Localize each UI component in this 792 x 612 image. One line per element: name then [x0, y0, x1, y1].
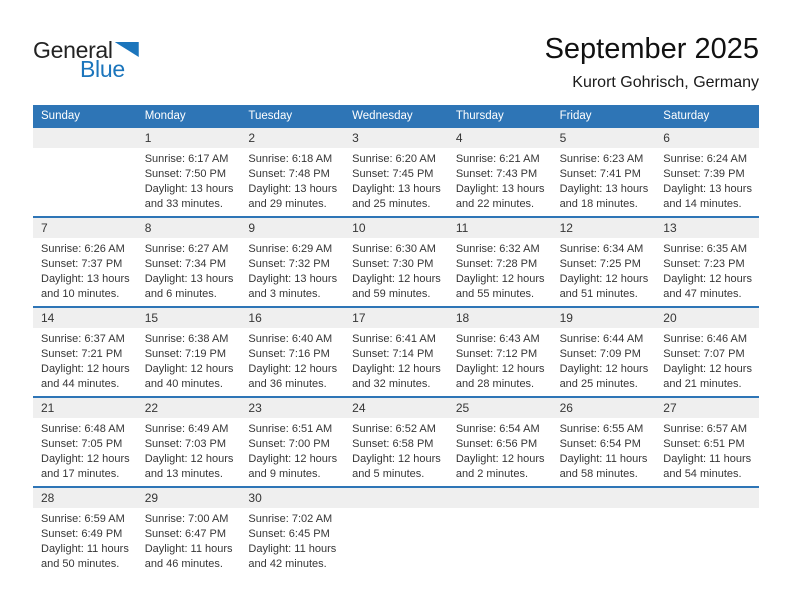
daylight-line-2: and 33 minutes. [144, 198, 223, 210]
day-details [448, 238, 552, 306]
day-details [655, 508, 759, 576]
sunset-line: Sunset: 7:09 PM [559, 348, 641, 360]
daylight-line: Daylight: 12 hours [455, 363, 545, 375]
day-details [552, 328, 656, 396]
weekday-header-monday: Monday [144, 109, 186, 122]
daylight-line-2: and 44 minutes. [41, 378, 120, 390]
daylight-line: Daylight: 12 hours [352, 273, 441, 285]
sunset-line: Sunset: 6:51 PM [663, 438, 745, 450]
daylight-line-2: and 36 minutes. [248, 378, 327, 390]
daylight-line-2: and 18 minutes. [559, 198, 638, 210]
day-details [240, 238, 344, 306]
sunrise-line: Sunrise: 6:27 AM [144, 243, 229, 255]
logo-text-general: General [33, 37, 113, 63]
sunrise-line: Sunrise: 6:41 AM [352, 333, 436, 345]
daylight-line: Daylight: 13 hours [248, 183, 338, 195]
daylight-line: Daylight: 12 hours [41, 363, 130, 375]
sunset-line: Sunset: 7:50 PM [144, 168, 227, 180]
date-number [552, 488, 656, 508]
daylight-line-2: and 13 minutes. [144, 468, 223, 480]
sunrise-line: Sunrise: 6:17 AM [144, 153, 229, 165]
daylight-line: Daylight: 11 hours [248, 543, 337, 555]
date-band [33, 398, 759, 418]
date-number: 6 [663, 131, 670, 145]
day-details [137, 328, 241, 396]
sunset-line: Sunset: 7:45 PM [352, 168, 434, 180]
day-details [552, 238, 656, 306]
daylight-line-2: and 58 minutes. [559, 468, 638, 480]
page-title: September 2025 [544, 33, 759, 65]
date-number: 1 [144, 131, 152, 145]
sunset-line: Sunset: 7:21 PM [41, 348, 123, 360]
location-subtitle: Kurort Gohrisch, Germany [572, 73, 759, 91]
daylight-line-2: and 42 minutes. [248, 558, 327, 570]
day-details [655, 148, 759, 216]
date-number: 26 [559, 401, 573, 415]
sunrise-line: Sunrise: 6:44 AM [559, 333, 644, 345]
date-number: 21 [41, 401, 55, 415]
daylight-line: Daylight: 11 hours [144, 543, 233, 555]
date-number: 19 [559, 311, 573, 325]
day-details [33, 418, 137, 486]
sunrise-line: Sunrise: 6:38 AM [144, 333, 229, 345]
weekday-header-sunday: Sunday [41, 109, 81, 122]
daylight-line: Daylight: 11 hours [41, 543, 129, 555]
date-number: 16 [248, 311, 262, 325]
daylight-line: Daylight: 12 hours [352, 363, 441, 375]
sunrise-line: Sunrise: 6:21 AM [455, 153, 540, 165]
calendar-table [33, 105, 759, 576]
details-band [33, 238, 759, 306]
day-details [240, 508, 344, 576]
date-number: 9 [248, 221, 256, 235]
date-number [655, 488, 759, 508]
daylight-line-2: and 2 minutes. [455, 468, 528, 480]
date-number: 10 [352, 221, 366, 235]
sunrise-line: Sunrise: 6:18 AM [248, 153, 333, 165]
date-number: 14 [41, 311, 55, 325]
sunset-line: Sunset: 7:28 PM [455, 258, 538, 270]
details-band [33, 508, 759, 576]
date-number [344, 488, 448, 508]
date-number: 28 [41, 491, 55, 505]
date-number [33, 128, 137, 148]
date-number: 11 [455, 221, 469, 235]
sunset-line: Sunset: 7:41 PM [559, 168, 641, 180]
date-number: 22 [144, 401, 159, 415]
daylight-line: Daylight: 11 hours [663, 453, 752, 465]
sunrise-line: Sunrise: 6:40 AM [248, 333, 333, 345]
day-details [655, 328, 759, 396]
week-row [33, 486, 759, 576]
daylight-line-2: and 22 minutes. [455, 198, 535, 210]
sunset-line: Sunset: 7:14 PM [352, 348, 434, 360]
sunrise-line: Sunrise: 6:24 AM [663, 153, 748, 165]
daylight-line-2: and 10 minutes. [41, 288, 120, 300]
daylight-line: Daylight: 12 hours [663, 273, 752, 285]
sunrise-line: Sunrise: 6:59 AM [41, 513, 125, 525]
daylight-line-2: and 5 minutes. [352, 468, 425, 480]
sunrise-line: Sunrise: 6:20 AM [352, 153, 436, 165]
weekday-header-wednesday: Wednesday [352, 109, 413, 122]
daylight-line: Daylight: 12 hours [455, 453, 545, 465]
sunrise-line: Sunrise: 6:29 AM [248, 243, 333, 255]
week-row [33, 306, 759, 396]
daylight-line-2: and 21 minutes. [663, 378, 742, 390]
daylight-line-2: and 28 minutes. [455, 378, 535, 390]
daylight-line-2: and 47 minutes. [663, 288, 742, 300]
day-details [137, 148, 241, 216]
sunset-line: Sunset: 7:39 PM [663, 168, 745, 180]
daylight-line: Daylight: 13 hours [144, 273, 234, 285]
daylight-line-2: and 3 minutes. [248, 288, 321, 300]
sunrise-line: Sunrise: 7:00 AM [144, 513, 229, 525]
day-details [240, 328, 344, 396]
day-details [448, 418, 552, 486]
sunset-line: Sunset: 7:16 PM [248, 348, 330, 360]
day-details [33, 508, 137, 576]
date-number: 27 [663, 401, 677, 415]
week-row [33, 126, 759, 216]
day-details [448, 508, 552, 576]
daylight-line-2: and 40 minutes. [144, 378, 223, 390]
date-number: 17 [352, 311, 366, 325]
day-details [344, 418, 448, 486]
details-band [33, 148, 759, 216]
sunrise-line: Sunrise: 6:51 AM [248, 423, 333, 435]
daylight-line: Daylight: 13 hours [663, 183, 752, 195]
daylight-line: Daylight: 12 hours [559, 363, 649, 375]
sunrise-line: Sunrise: 6:37 AM [41, 333, 125, 345]
sunrise-line: Sunrise: 6:34 AM [559, 243, 644, 255]
date-number: 30 [248, 491, 262, 505]
weekday-header-tuesday: Tuesday [248, 109, 293, 122]
date-band [33, 128, 759, 148]
daylight-line-2: and 25 minutes. [352, 198, 431, 210]
daylight-line: Daylight: 13 hours [352, 183, 441, 195]
sunset-line: Sunset: 7:12 PM [455, 348, 538, 360]
daylight-line: Daylight: 12 hours [144, 453, 234, 465]
daylight-line: Daylight: 13 hours [248, 273, 338, 285]
sunset-line: Sunset: 7:32 PM [248, 258, 330, 270]
day-details [552, 148, 656, 216]
day-details [137, 238, 241, 306]
daylight-line: Daylight: 13 hours [41, 273, 130, 285]
date-number: 5 [559, 131, 567, 145]
daylight-line: Daylight: 13 hours [144, 183, 234, 195]
day-details [448, 328, 552, 396]
day-details [344, 238, 448, 306]
sunrise-line: Sunrise: 6:52 AM [352, 423, 436, 435]
sunset-line: Sunset: 7:05 PM [41, 438, 123, 450]
day-details [552, 418, 656, 486]
sunset-line: Sunset: 7:25 PM [559, 258, 641, 270]
date-band [33, 308, 759, 328]
sunrise-line: Sunrise: 6:26 AM [41, 243, 125, 255]
logo-text-blue: Blue [80, 56, 125, 83]
sunset-line: Sunset: 6:58 PM [352, 438, 434, 450]
daylight-line: Daylight: 12 hours [663, 363, 752, 375]
date-number: 12 [559, 221, 573, 235]
sunrise-line: Sunrise: 6:46 AM [663, 333, 748, 345]
date-number: 3 [352, 131, 359, 145]
daylight-line: Daylight: 12 hours [248, 453, 338, 465]
daylight-line-2: and 54 minutes. [663, 468, 742, 480]
daylight-line: Daylight: 12 hours [559, 273, 649, 285]
daylight-line-2: and 46 minutes. [144, 558, 223, 570]
daylight-line-2: and 14 minutes. [663, 198, 742, 210]
sunset-line: Sunset: 7:30 PM [352, 258, 434, 270]
day-details [33, 238, 137, 306]
sunrise-line: Sunrise: 6:54 AM [455, 423, 540, 435]
day-details [33, 328, 137, 396]
date-number: 20 [663, 311, 677, 325]
weekday-header-friday: Friday [559, 109, 592, 122]
day-details [552, 508, 656, 576]
sunset-line: Sunset: 7:03 PM [144, 438, 227, 450]
day-details [240, 418, 344, 486]
day-details [344, 148, 448, 216]
daylight-line: Daylight: 12 hours [41, 453, 130, 465]
daylight-line: Daylight: 11 hours [559, 453, 648, 465]
daylight-line: Daylight: 13 hours [455, 183, 545, 195]
daylight-line-2: and 32 minutes. [352, 378, 431, 390]
logo [33, 38, 139, 81]
day-details [33, 148, 137, 216]
sunset-line: Sunset: 7:00 PM [248, 438, 330, 450]
daylight-line-2: and 51 minutes. [559, 288, 638, 300]
weekday-header-thursday: Thursday [455, 109, 504, 122]
sunrise-line: Sunrise: 6:23 AM [559, 153, 644, 165]
weekday-header-row [33, 105, 759, 126]
date-band [33, 218, 759, 238]
date-number: 25 [455, 401, 470, 415]
daylight-line-2: and 55 minutes. [455, 288, 535, 300]
weekday-header-saturday: Saturday [663, 109, 710, 122]
daylight-line-2: and 9 minutes. [248, 468, 321, 480]
date-number: 8 [144, 221, 152, 235]
week-row [33, 396, 759, 486]
daylight-line-2: and 59 minutes. [352, 288, 431, 300]
date-number: 13 [663, 221, 677, 235]
date-number: 18 [455, 311, 470, 325]
date-number: 4 [455, 131, 463, 145]
date-number [448, 488, 552, 508]
sunset-line: Sunset: 6:47 PM [144, 528, 227, 540]
date-number: 29 [144, 491, 159, 505]
date-band [33, 488, 759, 508]
day-details [137, 508, 241, 576]
daylight-line: Daylight: 12 hours [352, 453, 441, 465]
sunset-line: Sunset: 7:07 PM [663, 348, 745, 360]
sunrise-line: Sunrise: 6:32 AM [455, 243, 540, 255]
details-band [33, 328, 759, 396]
day-details [655, 418, 759, 486]
daylight-line: Daylight: 12 hours [455, 273, 545, 285]
details-band [33, 418, 759, 486]
title-block [545, 34, 759, 92]
daylight-line-2: and 50 minutes. [41, 558, 120, 570]
sunset-line: Sunset: 7:19 PM [144, 348, 227, 360]
day-details [344, 328, 448, 396]
date-number: 15 [144, 311, 159, 325]
day-details [448, 148, 552, 216]
sunset-line: Sunset: 6:56 PM [455, 438, 538, 450]
sunrise-line: Sunrise: 7:02 AM [248, 513, 333, 525]
daylight-line-2: and 25 minutes. [559, 378, 638, 390]
date-number: 7 [41, 221, 48, 235]
sunrise-line: Sunrise: 6:55 AM [559, 423, 644, 435]
day-details [655, 238, 759, 306]
sunrise-line: Sunrise: 6:43 AM [455, 333, 540, 345]
date-number: 23 [248, 401, 262, 415]
daylight-line: Daylight: 12 hours [248, 363, 338, 375]
sunset-line: Sunset: 7:37 PM [41, 258, 123, 270]
logo-triangle-icon [115, 42, 139, 57]
calendar-weeks [33, 126, 759, 576]
sunrise-line: Sunrise: 6:48 AM [41, 423, 125, 435]
date-number: 2 [248, 131, 256, 145]
week-row [33, 216, 759, 306]
date-number: 24 [352, 401, 366, 415]
day-details [137, 418, 241, 486]
sunset-line: Sunset: 6:49 PM [41, 528, 123, 540]
daylight-line: Daylight: 12 hours [144, 363, 234, 375]
day-details [344, 508, 448, 576]
sunset-line: Sunset: 6:45 PM [248, 528, 330, 540]
sunset-line: Sunset: 7:34 PM [144, 258, 227, 270]
daylight-line-2: and 17 minutes. [41, 468, 120, 480]
sunrise-line: Sunrise: 6:49 AM [144, 423, 229, 435]
sunrise-line: Sunrise: 6:57 AM [663, 423, 748, 435]
sunset-line: Sunset: 7:23 PM [663, 258, 745, 270]
sunrise-line: Sunrise: 6:30 AM [352, 243, 436, 255]
daylight-line: Daylight: 13 hours [559, 183, 649, 195]
sunrise-line: Sunrise: 6:35 AM [663, 243, 748, 255]
sunset-line: Sunset: 7:48 PM [248, 168, 330, 180]
sunset-line: Sunset: 7:43 PM [455, 168, 538, 180]
daylight-line-2: and 29 minutes. [248, 198, 327, 210]
sunset-line: Sunset: 6:54 PM [559, 438, 641, 450]
daylight-line-2: and 6 minutes. [144, 288, 217, 300]
day-details [240, 148, 344, 216]
